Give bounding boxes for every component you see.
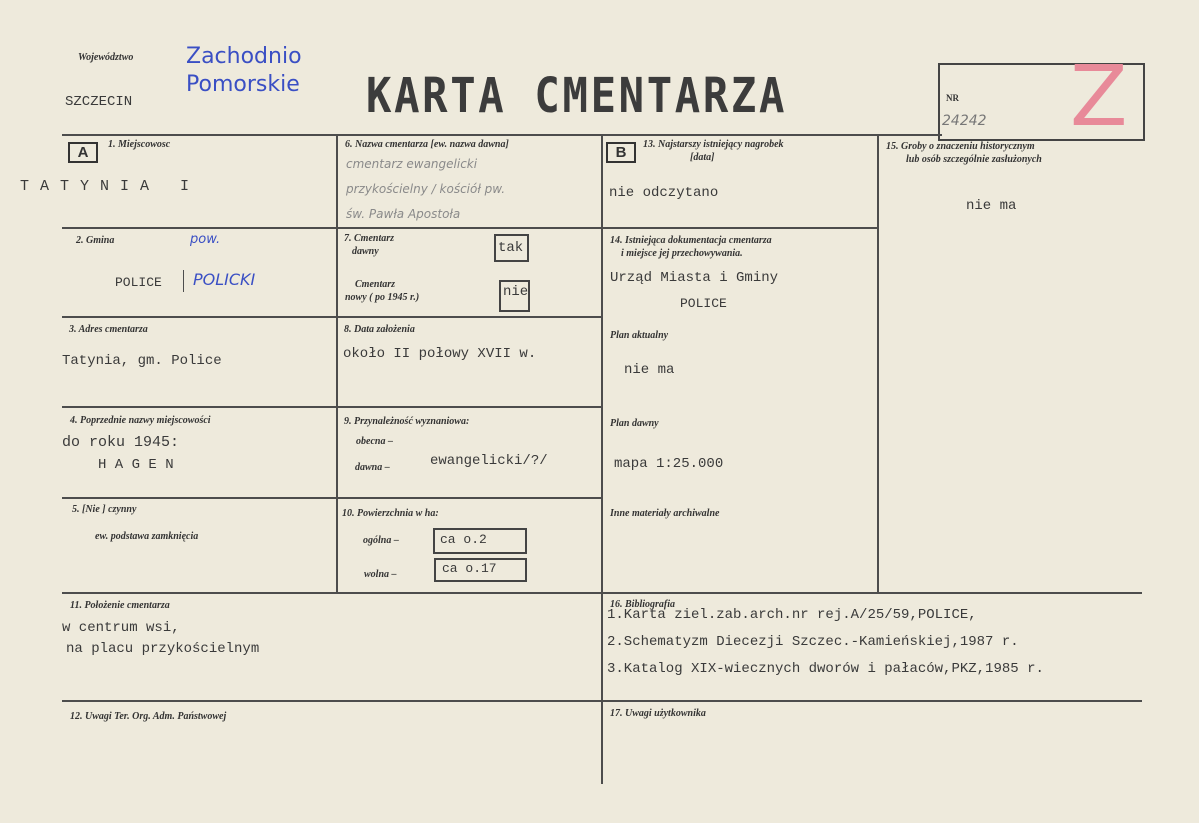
city-name: SZCZECIN — [65, 94, 133, 110]
field-6-hand-line2: przykościelny / kościół pw. — [346, 182, 506, 196]
field-1-label: 1. Miejscowosc — [108, 139, 171, 150]
field-7-new-label2: nowy ( po 1945 r.) — [345, 292, 420, 303]
field-7-old-label1: 7. Cmentarz — [344, 233, 395, 244]
field-14-label1: 14. Istniejąca dokumentacja cmentarza — [610, 235, 772, 246]
bibliography-item: 1.Karta ziel.zab.arch.nr rej.A/25/59,POLICE, — [607, 607, 977, 623]
field-15-label1: 15. Groby o znaczeniu historycznym — [886, 141, 1035, 152]
field-2-hand-value: POLICKI — [193, 270, 256, 289]
plan-current-label: Plan aktualny — [610, 330, 669, 341]
field-17-label: 17. Uwagi użytkownika — [610, 708, 706, 719]
field-15-label2: lub osób szczególnie zasłużonych — [906, 154, 1042, 165]
card-title: KARTA CMENTARZA — [366, 68, 788, 124]
field-10-free-value: ca o.17 — [442, 561, 497, 576]
field-10-total-value: ca o.2 — [440, 532, 487, 547]
stamp-letter: Z — [1070, 47, 1128, 145]
field-7-new-label1: Cmentarz — [355, 279, 396, 290]
field-6-hand-line3: św. Pawła Apostoła — [346, 207, 461, 221]
field-2-label: 2. Gmina — [76, 235, 115, 246]
voivodeship-value-line2: Pomorskie — [186, 72, 300, 97]
field-11-value1: w centrum wsi, — [62, 620, 180, 636]
field-4-value1: do roku 1945: — [62, 434, 180, 451]
voivodeship-label: Województwo — [78, 52, 134, 63]
field-6-hand-line1: cmentarz ewangelicki — [346, 157, 478, 171]
field-5-label: 5. [Nie ] czynny — [72, 504, 137, 515]
field-2-value: POLICE — [115, 275, 162, 290]
number-value: 24242 — [942, 113, 987, 129]
field-3-label: 3. Adres cmentarza — [69, 324, 148, 335]
plan-old-label: Plan dawny — [610, 418, 659, 429]
field-14-label2: i miejsce jej przechowywania. — [621, 248, 743, 259]
field-7-new-value: nie — [503, 284, 529, 300]
field-12-label: 12. Uwagi Ter. Org. Adm. Państwowej — [70, 711, 227, 722]
field-7-old-label2: dawny — [352, 246, 379, 257]
field-9-label: 9. Przynależność wyznaniowa: — [344, 416, 470, 427]
other-materials-label: Inne materiały archiwalne — [610, 508, 720, 519]
field-13-label2: [data] — [690, 152, 715, 163]
plan-current-value: nie ma — [624, 362, 675, 378]
voivodeship-value-line1: Zachodnio — [186, 44, 302, 69]
plan-old-value: mapa 1:25.000 — [614, 456, 724, 472]
field-11-label: 11. Położenie cmentarza — [70, 600, 170, 611]
field-2-hand-top: pow. — [190, 232, 221, 247]
field-13-value: nie odczytano — [609, 185, 719, 201]
field-15-value: nie ma — [966, 198, 1017, 214]
field-10-label: 10. Powierzchnia w ha: — [342, 508, 439, 519]
bibliography-item: 3.Katalog XIX-wiecznych dworów i pałaców,PKZ,1985 r. — [607, 661, 1044, 677]
field-5-sublabel: ew. podstawa zamknięcia — [95, 531, 199, 542]
field-6-label: 6. Nazwa cmentarza [ew. nazwa dawna] — [345, 139, 509, 150]
field-9-former-value: ewangelicki/?/ — [430, 453, 548, 469]
field-4-value2: H A G E N — [98, 457, 174, 473]
field-11-value2: na placu przykościelnym — [66, 641, 260, 657]
field-4-label: 4. Poprzednie nazwy miejscowości — [70, 415, 211, 426]
field-7-old-value: tak — [498, 240, 524, 256]
field-1-value: T A T Y N I A I — [20, 178, 191, 195]
bibliography-item: 2.Schematyzm Diecezji Szczec.-Kamieńskiej,1987 r. — [607, 634, 1019, 650]
field-3-value: Tatynia, gm. Police — [62, 353, 222, 369]
field-14-value1: Urząd Miasta i Gminy — [610, 270, 779, 286]
field-10-free-label: wolna – — [364, 569, 397, 580]
field-8-value: około II połowy XVII w. — [343, 346, 537, 362]
field-9-former-label: dawna – — [355, 462, 390, 473]
field-10-total-label: ogólna – — [363, 535, 399, 546]
field-9-current-label: obecna – — [356, 436, 393, 447]
field-14-value2: POLICE — [680, 296, 727, 311]
number-label: NR — [946, 93, 959, 103]
grid-line-top — [62, 134, 942, 136]
section-a-marker: A — [68, 142, 98, 163]
field-13-label1: 13. Najstarszy istniejący nagrobek — [643, 139, 784, 150]
field-8-label: 8. Data założenia — [344, 324, 415, 335]
section-b-marker: B — [606, 142, 636, 163]
field-16-label: 16. Bibliografia — [610, 599, 676, 610]
